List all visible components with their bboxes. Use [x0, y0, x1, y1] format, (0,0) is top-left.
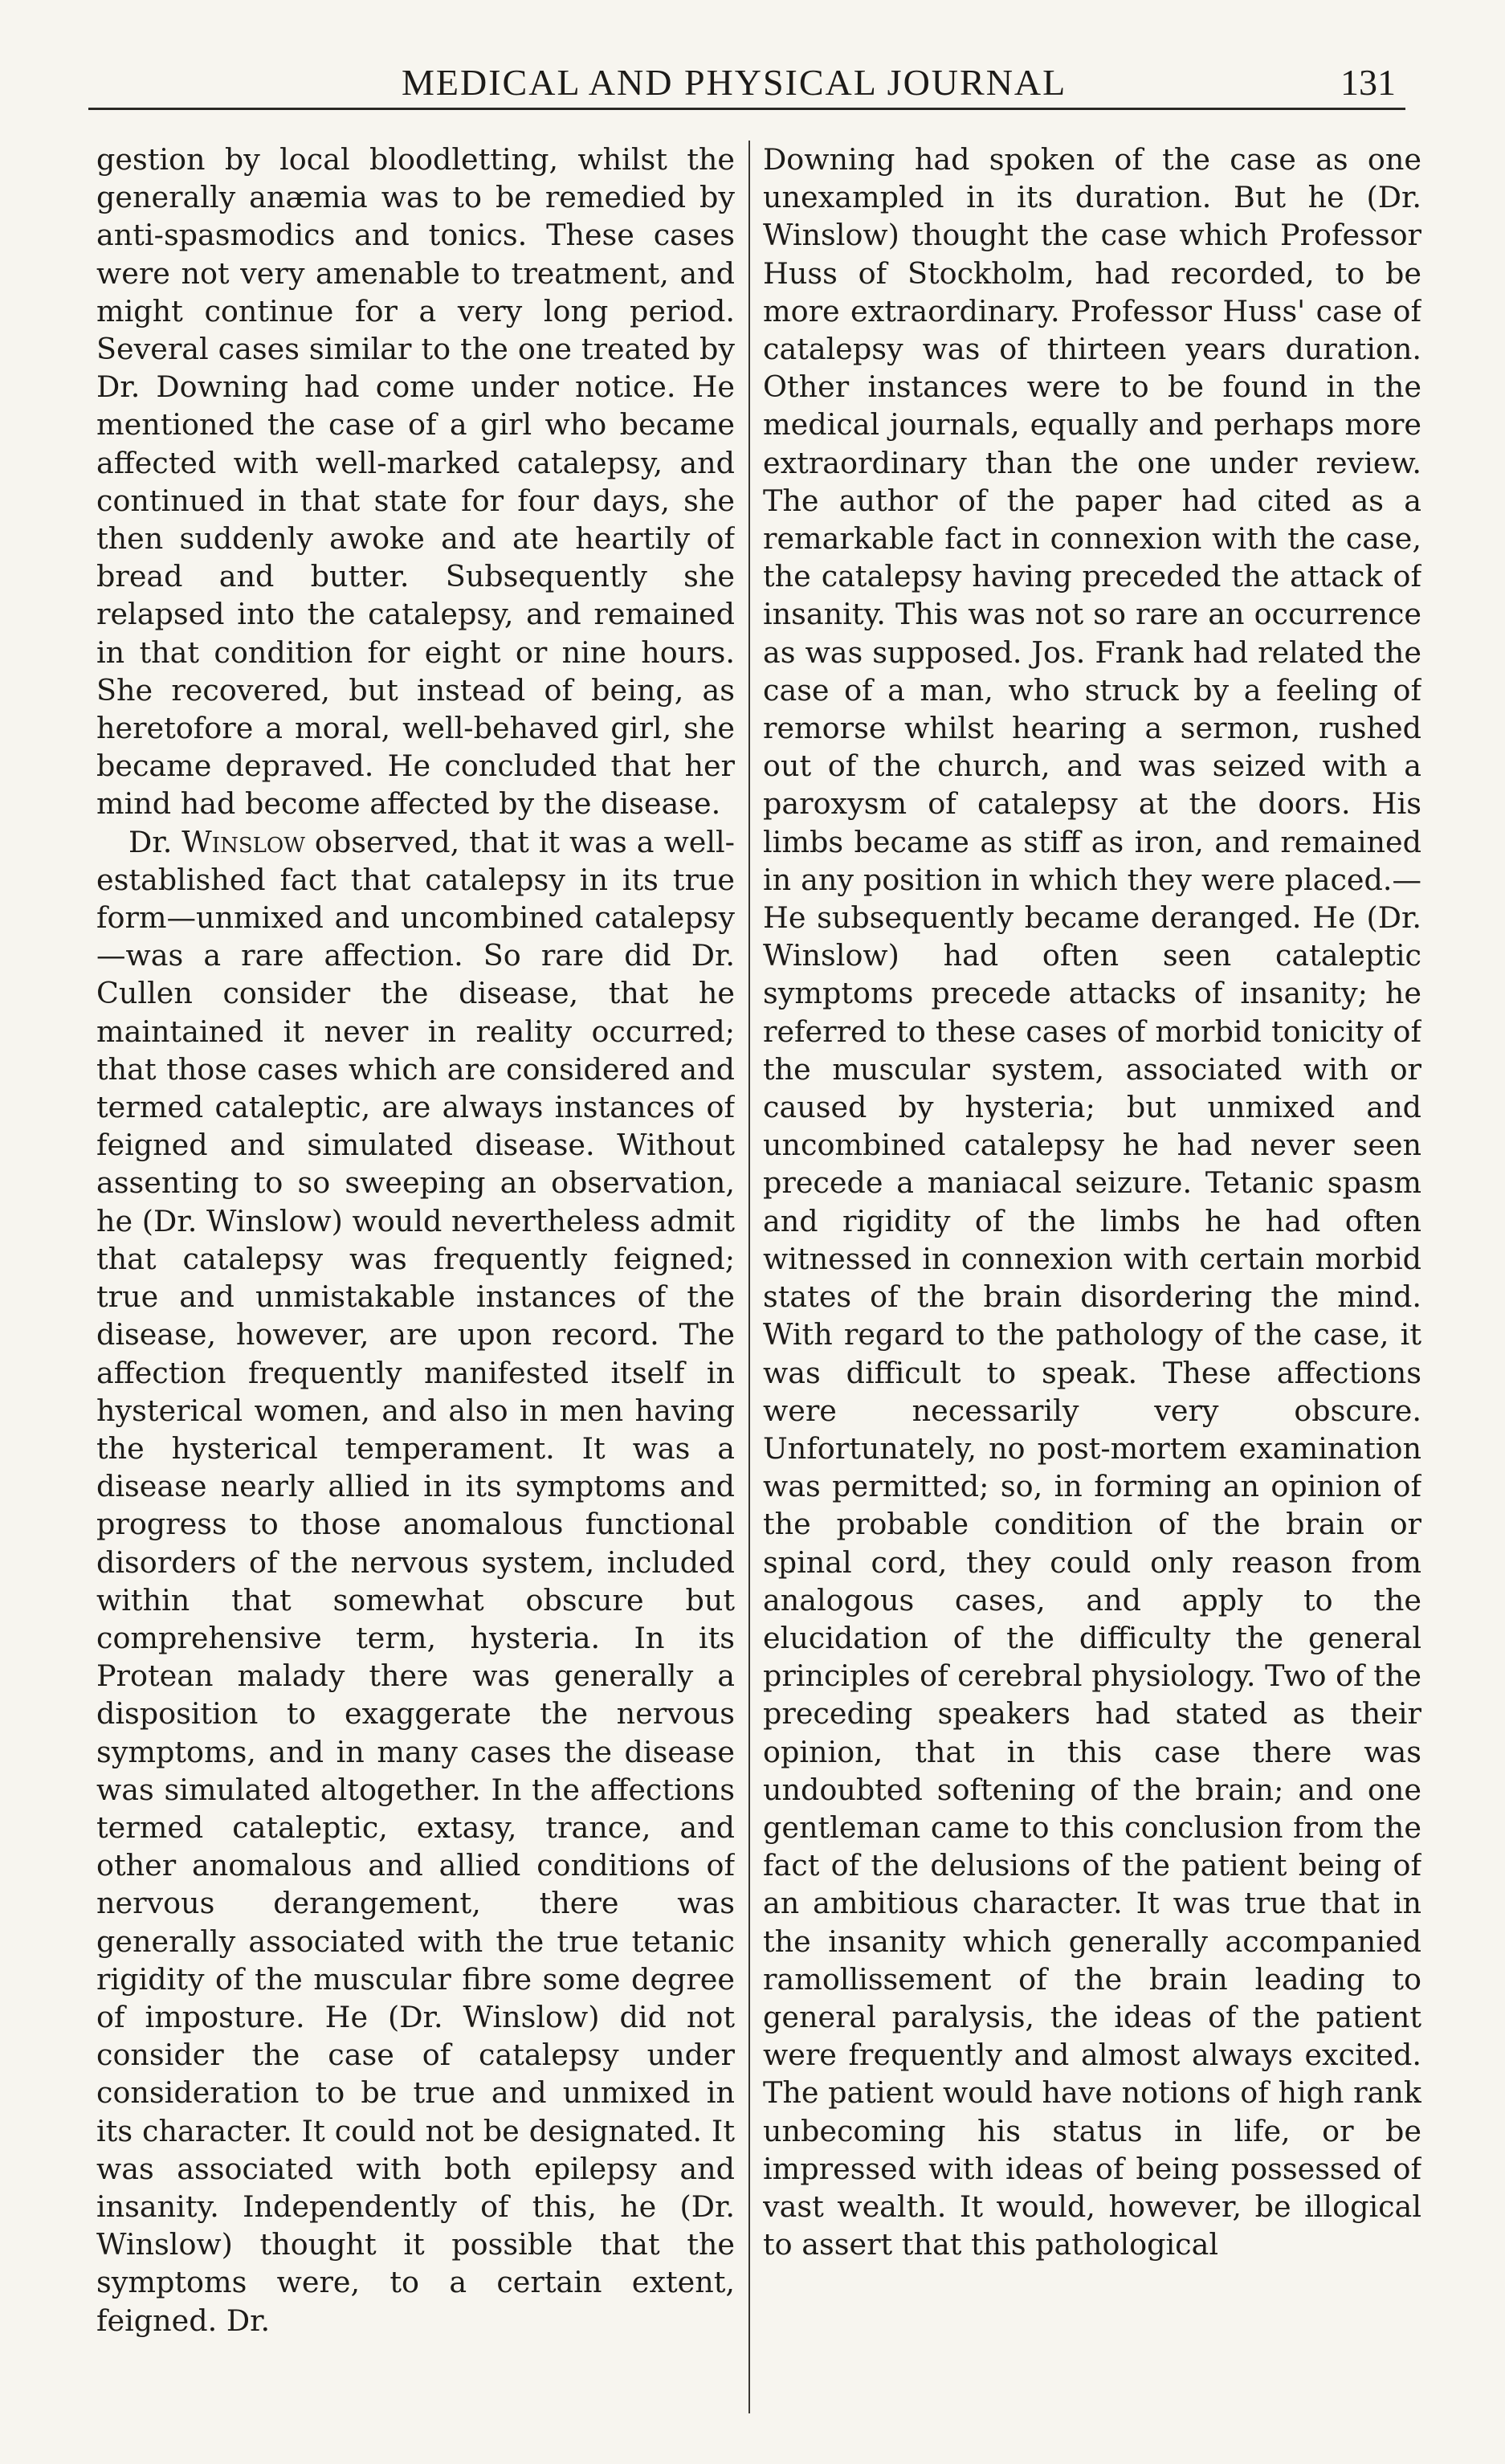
running-header [88, 50, 1405, 110]
right-column [763, 141, 1421, 2421]
paragraph: gestion by local bloodletting, whilst the generally anæmia was to be remedied by anti-spasmodics and tonics. These cases were not very amenable to treatment, and might continue for a very long period. Several cases similar to the one treated by Dr. Downing had come under notice. He mentioned the case of a girl who became affected with well-marked catalepsy, and continued in that state for four days, she then suddenly awoke and ate heartily of bread and butter. Subsequently she relapsed into the catalepsy, and remained in that condition for eight or nine hours. She recovered, but instead of being, as heretofore a moral, well-behaved girl, she became depraved. He concluded that her mind had become affected by the disease. [96, 142, 735, 822]
paragraph-winslow [96, 823, 735, 2340]
paragraph: Downing had spoken of the case as one unexampled in its duration. But he (Dr. Winslow) thought the case which Professor Huss of Stockholm, had recorded, to be more extraordinary. Professor Huss' case of catalepsy was of thirteen years duration. Other instances were to be found in the medical journals, equally and perhaps more extraordinary than the one under review. The author of the paper had cited as a remarkable fact in connexion with the case, the catalepsy having preceded the attack of insanity. This was not so rare an occurrence as was supposed. Jos. Frank had related the case of a man, who struck by a feeling of remorse whilst hearing a sermon, rushed out of the church, and was seized with a paroxysm of catalepsy at the doors. His limbs became as stiff as iron, and remained in any position in which they were placed.—He subsequently became deranged. He (Dr. Winslow) had often seen cataleptic symptoms precede attacks of insanity; he referred to these cases of morbid tonicity of the muscular system, associated with or caused by hysteria; but unmixed and uncombined catalepsy he had never seen precede a maniacal seizure. Tetanic spasm and rigidity of the limbs he had often witnessed in connexion with certain morbid states of the brain disordering the mind. With regard to the pathology of the case, it was difficult to speak. These affections were necessarily very obscure. Unfortunately, no post-mortem examination was permitted; so, in forming an opinion of the probable condition of the brain or spinal cord, they could only reason from analogous cases, and apply to the elucidation of the difficulty the general principles of cerebral physiology. Two of the preceding speakers had stated as their opinion, that in this case there was undoubted softening of the brain; and one gentleman came to this conclusion from the fact of the delusions of the patient being of an ambitious character. It was true that in the insanity which generally accompanied ramollissement of the brain leading to general paralysis, the ideas of the patient were frequently and almost always excited. The patient would have notions of high rank unbecoming his status in life, or be impressed with ideas of being possessed of vast wealth. It would, however, be illogical to assert that this pathological [763, 142, 1421, 2262]
running-title: MEDICAL AND PHYSICAL JOURNAL [402, 62, 1067, 103]
speaker-name: Winslow [181, 824, 305, 859]
page-number: 131 [1340, 62, 1396, 103]
paragraph-lead: Dr. [128, 824, 182, 859]
column-divider [748, 141, 750, 2413]
paragraph-text: observed, that it was a well-established fact that catalepsy in its true form—unmixed and uncombined catalepsy—was a rare affection. So rare did Dr. Cullen consider the disease, that he maintained it never in reality occurred; that those cases which are considered and termed cataleptic, are always instances of feigned and simulated disease. Without assenting to so sweeping an observation, he (Dr. Winslow) would nevertheless admit that catalepsy was frequently feigned; true and unmistakable instances of the disease, however, are upon record. The affection frequently manifested itself in hysterical women, and also in men having the hysterical temperament. It was a disease nearly allied in its symptoms and progress to those anomalous functional disorders of the nervous system, included within that somewhat obscure but comprehensive term, hysteria. In its Protean malady there was generally a disposition to exaggerate the nervous symptoms, and in many cases the disease was simulated altogether. In the affections termed cataleptic, extasy, trance, and other anomalous and allied conditions of nervous derangement, there was generally associated with the true tetanic rigidity of the muscular fibre some degree of imposture. He (Dr. Winslow) did not consider the case of catalepsy under consideration to be true and unmixed in its character. It could not be designated. It was associated with both epilepsy and insanity. Independently of this, he (Dr. Winslow) thought it possible that the symptoms were, to a certain extent, feigned. Dr. [96, 824, 735, 2338]
left-column [96, 141, 735, 2421]
